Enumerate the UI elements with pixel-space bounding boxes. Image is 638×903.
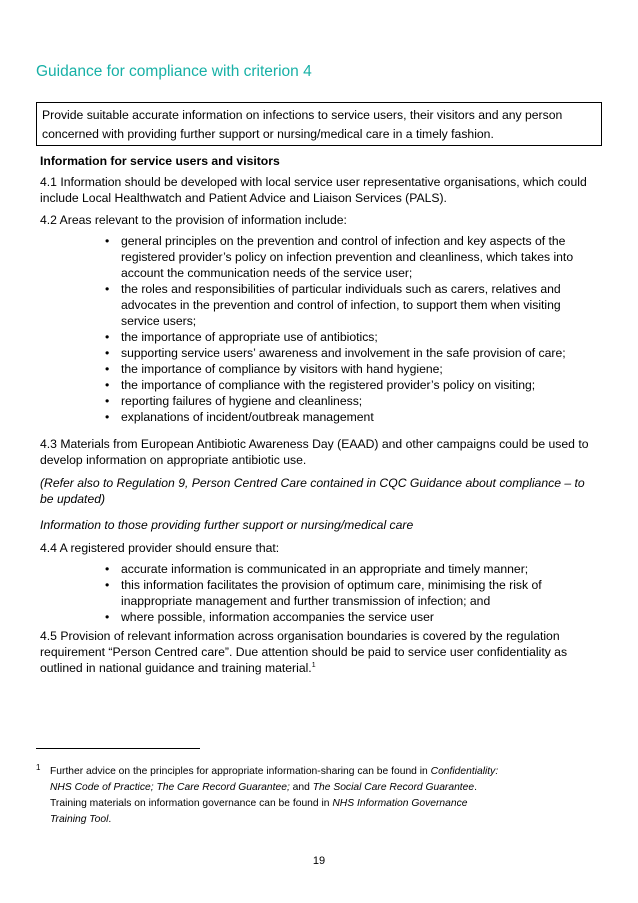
- ensure-list: [40, 561, 600, 625]
- page-title: Guidance for compliance with criterion 4: [36, 63, 312, 80]
- footnote-marker: 1: [36, 763, 41, 772]
- list-item: • supporting service users’ awareness and involvement in the safe provision of care;: [40, 345, 600, 361]
- footnote-italic-1: Confidentiality: NHS Code of Practice; The Care Record Guarantee;: [50, 766, 499, 793]
- list-item: • the roles and responsibilities of particular individuals such as carers, relatives and advocates in the prevention and control of infection, to support them when visiting service users;: [40, 281, 600, 329]
- paragraph-4-2: 4.2 Areas relevant to the provision of information include:: [40, 213, 347, 227]
- list-item: • accurate information is communicated in an appropriate and timely manner;: [40, 561, 600, 577]
- areas-list: [40, 233, 600, 425]
- criterion-box: Provide suitable accurate information on infections to service users, their visitors and any person concerned with providing further support or nursing/medical care in a timely fashion.: [36, 102, 602, 146]
- paragraph-4-5: 4.5 Provision of relevant information across organisation boundaries is covered by the regulation requirement “Person Centred care”. Due attention should be paid to service user confidentiality as outlined in national guidance and training material.$^1$: [40, 629, 568, 675]
- footnote-italic-3: NHS Information Governance Training Tool: [50, 798, 468, 825]
- list-item: • this information facilitates the provision of optimum care, minimising the risk of inappropriate management and further transmission of infection; and: [40, 577, 600, 609]
- refer-note: (Refer also to Regulation 9, Person Centred Care contained in CQC Guidance about compliance – to be updated): [40, 476, 585, 506]
- list-item: • the importance of compliance by visitors with hand hygiene;: [40, 361, 600, 377]
- section-heading-service-users: Information for service users and visitors: [40, 154, 280, 168]
- list-item: • explanations of incident/outbreak management: [40, 409, 600, 425]
- section-heading-further-support: Information to those providing further support or nursing/medical care: [40, 518, 414, 532]
- list-item: • the importance of appropriate use of antibiotics;: [40, 329, 600, 345]
- list-item: • the importance of compliance with the registered provider’s policy on visiting;: [40, 377, 600, 393]
- footnote-divider: [36, 748, 200, 749]
- footnote-reference[interactable]: 1: [311, 661, 316, 669]
- paragraph-4-4: 4.4 A registered provider should ensure that:: [40, 541, 280, 555]
- list-item: • reporting failures of hygiene and cleanliness;: [40, 393, 600, 409]
- page-number: 19: [312, 855, 326, 867]
- paragraph-4-1: 4.1 Information should be developed with local service user representative organisations, which could include Local Healthwatch and Patient Advice and Liaison Services (PALS).: [40, 175, 587, 205]
- paragraph-4-3: 4.3 Materials from European Antibiotic Awareness Day (EAAD) and other campaigns could be used to develop information on appropriate antibiotic use.: [40, 437, 589, 467]
- footnote: 1 Further advice on the principles for appropriate information-sharing can be found in Confidentiality: NHS Code of Practice; The Care Record Guarantee; and The Social Care Record Guarantee. Training materials on information governance can be found in NHS Information Governance Training Tool.: [36, 764, 506, 828]
- list-item: • general principles on the prevention and control of infection and key aspects of the registered provider’s policy on infection prevention and cleanliness, which takes into account the communication needs of the service user;: [40, 233, 600, 281]
- list-item: • where possible, information accompanies the service user: [40, 609, 600, 625]
- footnote-italic-2: The Social Care Record Guarantee: [312, 782, 475, 793]
